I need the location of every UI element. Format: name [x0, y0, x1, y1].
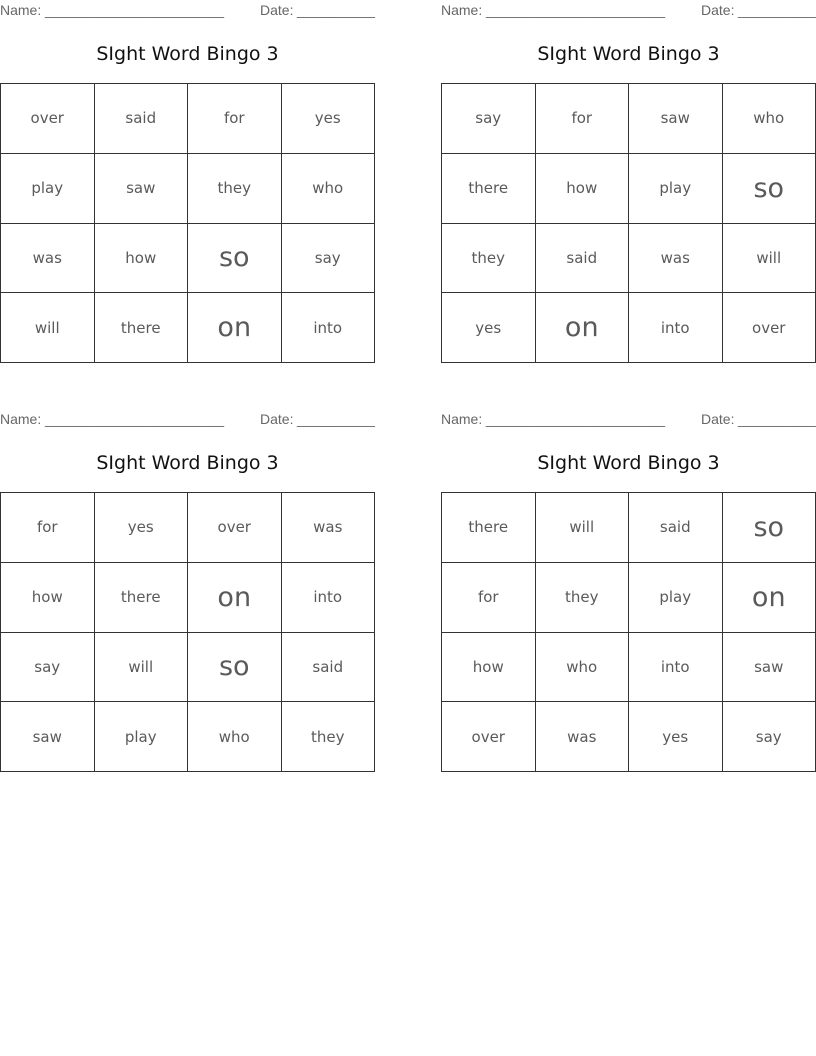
bingo-cell: saw [1, 702, 95, 772]
bingo-cell: said [629, 493, 723, 563]
bingo-cell: say [442, 84, 536, 154]
name-field[interactable]: _______________________ [45, 2, 225, 18]
name-label: Name: [0, 2, 42, 18]
bingo-grid [0, 492, 375, 772]
date-label: Date: [701, 411, 735, 427]
bingo-cell: play [629, 154, 723, 224]
bingo-cell: play [95, 702, 189, 772]
bingo-cell: over [723, 293, 816, 363]
bingo-cell: how [536, 154, 630, 224]
date-field[interactable]: __________ [297, 2, 375, 18]
card-title: SIght Word Bingo 3 [537, 43, 720, 65]
bingo-cell: say [1, 633, 95, 703]
bingo-cell: on [723, 563, 816, 633]
date-label: Date: [260, 2, 294, 18]
date-label: Date: [701, 2, 735, 18]
bingo-cell: over [188, 493, 282, 563]
card-title: SIght Word Bingo 3 [537, 452, 720, 474]
bingo-cell: how [1, 563, 95, 633]
bingo-cell: was [282, 493, 376, 563]
bingo-cell: yes [629, 702, 723, 772]
name-label: Name: [0, 411, 42, 427]
bingo-cell: so [723, 154, 816, 224]
name-field[interactable]: _______________________ [45, 411, 225, 427]
bingo-cell: was [536, 702, 630, 772]
bingo-cell: said [95, 84, 189, 154]
date-field[interactable]: __________ [738, 2, 816, 18]
bingo-cell: saw [723, 633, 816, 703]
bingo-cell: they [536, 563, 630, 633]
date-field[interactable]: __________ [738, 411, 816, 427]
bingo-cell: there [95, 293, 189, 363]
bingo-cell: said [282, 633, 376, 703]
bingo-cell: yes [95, 493, 189, 563]
bingo-cell: who [282, 154, 376, 224]
bingo-cell: on [536, 293, 630, 363]
date-field[interactable]: __________ [297, 411, 375, 427]
bingo-cell: saw [95, 154, 189, 224]
bingo-cell: for [188, 84, 282, 154]
card-title: SIght Word Bingo 3 [96, 452, 279, 474]
bingo-cell: will [95, 633, 189, 703]
bingo-grid [441, 83, 816, 363]
bingo-cell: into [629, 633, 723, 703]
bingo-cell: there [95, 563, 189, 633]
bingo-cell: will [1, 293, 95, 363]
bingo-cell: who [188, 702, 282, 772]
date-label: Date: [260, 411, 294, 427]
bingo-cell: saw [629, 84, 723, 154]
bingo-cell: how [95, 224, 189, 294]
bingo-cell: they [282, 702, 376, 772]
bingo-cell: so [723, 493, 816, 563]
bingo-cell: for [536, 84, 630, 154]
bingo-cell: on [188, 293, 282, 363]
bingo-cell: will [536, 493, 630, 563]
name-date-row [0, 2, 375, 20]
bingo-cell: for [442, 563, 536, 633]
name-label: Name: [441, 2, 483, 18]
bingo-cell: there [442, 154, 536, 224]
bingo-cell: there [442, 493, 536, 563]
bingo-cell: they [442, 224, 536, 294]
name-date-row [441, 411, 816, 429]
bingo-grid [441, 492, 816, 772]
bingo-cell: for [1, 493, 95, 563]
bingo-grid [0, 83, 375, 363]
bingo-cell: into [282, 563, 376, 633]
bingo-cell: yes [282, 84, 376, 154]
bingo-cell: they [188, 154, 282, 224]
name-date-row [0, 411, 375, 429]
bingo-cell: yes [442, 293, 536, 363]
bingo-cell: who [723, 84, 816, 154]
bingo-cell: so [188, 224, 282, 294]
bingo-cell: was [629, 224, 723, 294]
bingo-cell: who [536, 633, 630, 703]
bingo-cell: how [442, 633, 536, 703]
bingo-cell: play [1, 154, 95, 224]
bingo-cell: said [536, 224, 630, 294]
bingo-cell: into [629, 293, 723, 363]
card-title: SIght Word Bingo 3 [96, 43, 279, 65]
name-field[interactable]: _______________________ [486, 411, 666, 427]
bingo-cell: will [723, 224, 816, 294]
name-field[interactable]: _______________________ [486, 2, 666, 18]
bingo-cell: was [1, 224, 95, 294]
name-date-row [441, 2, 816, 20]
bingo-cell: over [1, 84, 95, 154]
bingo-cell: play [629, 563, 723, 633]
name-label: Name: [441, 411, 483, 427]
bingo-cell: say [723, 702, 816, 772]
bingo-cell: over [442, 702, 536, 772]
bingo-cell: on [188, 563, 282, 633]
bingo-cell: say [282, 224, 376, 294]
bingo-cell: so [188, 633, 282, 703]
bingo-cell: into [282, 293, 376, 363]
